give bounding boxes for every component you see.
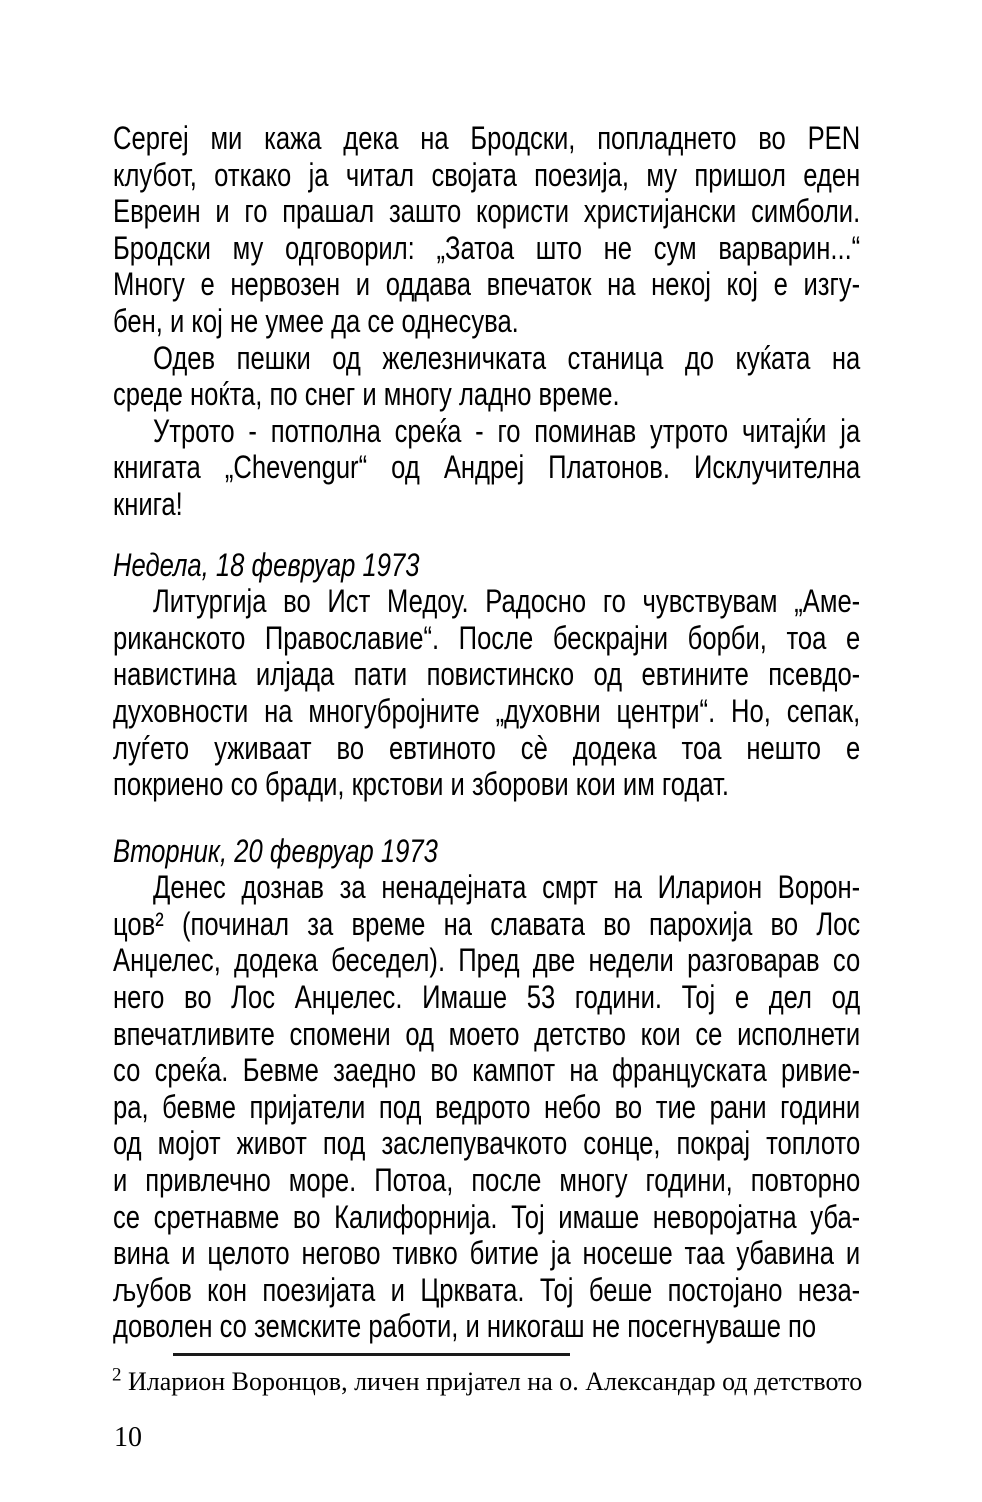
paragraph-denes [113, 869, 860, 1345]
date-heading-vtornik: Вторник, 20 февруар 1973 [113, 832, 438, 869]
text-line: се сретнавме во Калифорнија. Тој имаше неворојатна уба- [113, 1198, 861, 1235]
text-line: ра, бевме пријатели под ведрото небо во тие рани години [113, 1088, 861, 1125]
text-line: вина и целото негово тивко битие ја носеше таа убавина и [113, 1235, 861, 1272]
text-line: среде ноќта, по снег и многу ладно време. [113, 376, 620, 413]
text-line: Евреин и го прашал зашто користи христијански симболи. [113, 193, 861, 230]
text-line: духовности на многубројните „духовни центри“. Но, сепак, [113, 692, 861, 729]
text-line: љубов кон поезијата и Црквата. Тој беше постојано неза- [113, 1271, 861, 1308]
text-line: навистина илјада пати повистинско од евтините псевдо- [113, 656, 861, 693]
paragraph-sergej [113, 120, 860, 340]
text-line: клубот, откако ја читал својата поезија, му пришол еден [113, 156, 861, 193]
body-text-column [113, 120, 860, 1345]
text-line: од мојот живот под заслепувачкото сонце, покрај топлото [113, 1125, 861, 1162]
text-line: со среќа. Бевме заедно во кампот на француската ривие- [113, 1052, 861, 1089]
text-line: книга! [113, 485, 183, 522]
paragraph-odev [113, 340, 860, 413]
footnote-separator-rule [173, 1353, 570, 1356]
paragraph-utroto [113, 413, 860, 523]
text-line: и привлечно море. Потоа, после многу години, повторно [113, 1162, 861, 1199]
text-line: книгата „Chevengur“ од Андреј Платонов. Исклучителна [113, 449, 861, 486]
text-line: него во Лос Анџелес. Имаше 53 години. Тој е дел од [113, 979, 861, 1016]
text-line: Анџелес, додека беседел). Пред две недели разговарав со [113, 942, 861, 979]
footnote [112, 1366, 902, 1398]
text-line: цов² (починал за време на славата во парохија во Лос [113, 905, 861, 942]
text-line: Денес дознав за ненадејната смрт на Иларион Ворон- [153, 869, 861, 906]
text-line: Утрото - потполна среќа - го поминав утрото читајќи ја [153, 412, 861, 449]
date-heading-nedela: Недела, 18 февруар 1973 [113, 546, 420, 583]
text-line: Сергеј ми кажа дека на Бродски, попладнето во PEN [113, 120, 861, 156]
text-line: доволен со земските работи, и никогаш не посегнуваше по [113, 1308, 817, 1345]
text-line: Бродски му одговорил: „Затоа што не сум варварин...“ [113, 229, 861, 266]
text-line: впечатливите спомени од моето детство кои се исполнети [113, 1015, 861, 1052]
text-line: покриено со бради, крстови и зборови кои им годат. [113, 766, 729, 803]
text-line: риканското Православие“. После бескрајни борби, тоа е [113, 619, 861, 656]
paragraph-liturgija [113, 583, 860, 803]
text-line: Литургија во Ист Медоу. Радосно го чувствувам „Аме- [153, 583, 861, 620]
text-line: луѓето уживаат во евтиното сè додека тоа нешто е [113, 729, 861, 766]
footnote-text: Иларион Воронцов, личен пријател на о. Александар од детството [121, 1367, 863, 1396]
text-line: бен, и кој не умее да се однесува. [113, 302, 519, 339]
text-line: Многу е нервозен и оддава впечаток на некој кој е изгу- [113, 266, 861, 303]
text-line: Одев пешки од железничката станица до куќата на [153, 339, 861, 376]
footnote-marker: 2 [112, 1364, 122, 1386]
page-number: 10 [114, 1422, 142, 1453]
